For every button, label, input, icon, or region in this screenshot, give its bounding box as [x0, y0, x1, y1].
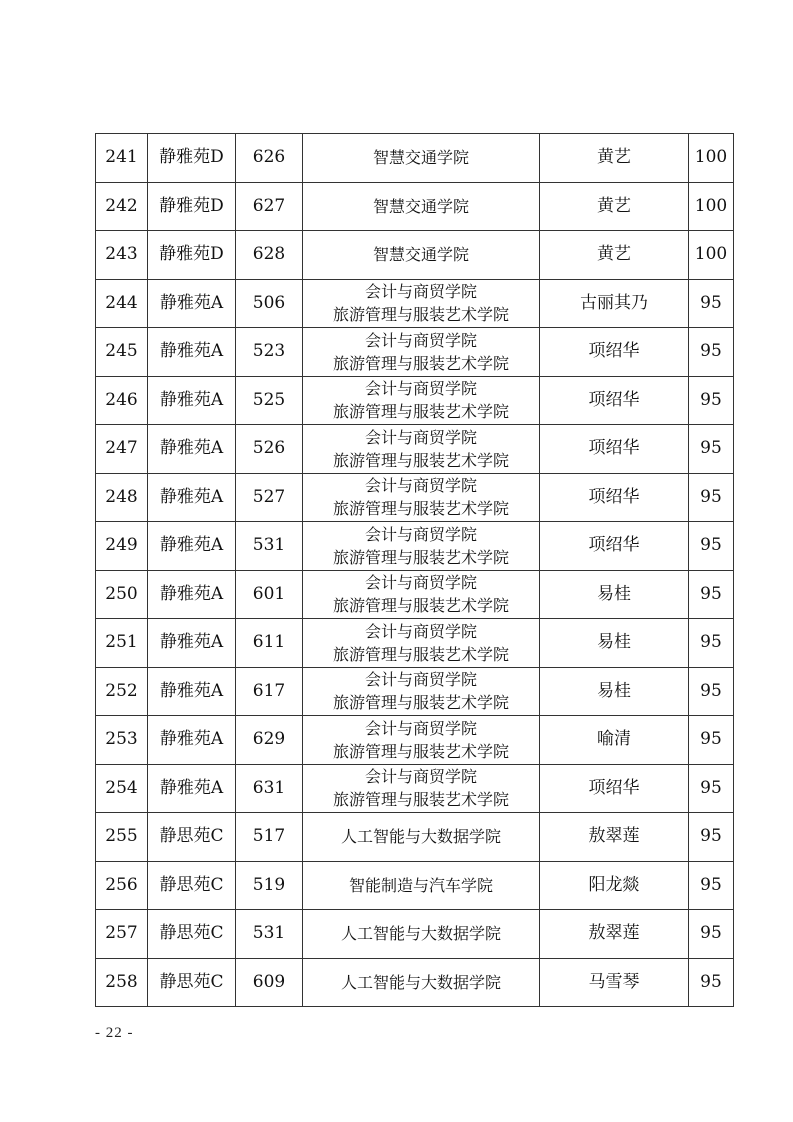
row-number-cell: 254: [96, 764, 148, 813]
building-cell: 静思苑C: [148, 910, 236, 959]
college-cell: [303, 958, 540, 1007]
score-cell: 95: [689, 861, 734, 910]
college-name-line: 人工智能与大数据学院: [340, 924, 501, 944]
row-number-cell: 258: [96, 958, 148, 1007]
room-number-cell: 517: [236, 813, 303, 862]
person-cell: 古丽其乃: [540, 279, 689, 328]
college-cell: [303, 231, 540, 280]
row-number-cell: 249: [96, 522, 148, 571]
room-number-cell: 629: [236, 716, 303, 765]
score-cell: 95: [689, 958, 734, 1007]
score-cell: 95: [689, 376, 734, 425]
score-cell: 95: [689, 473, 734, 522]
college-cell: [303, 279, 540, 328]
table-row: [96, 376, 734, 425]
building-cell: 静雅苑A: [148, 328, 236, 377]
table-row: [96, 764, 734, 813]
college-cell: [303, 764, 540, 813]
person-cell: 项绍华: [540, 425, 689, 474]
table-row: [96, 231, 734, 280]
college-cell: [303, 716, 540, 765]
score-cell: 95: [689, 910, 734, 959]
room-number-cell: 531: [236, 910, 303, 959]
table-row: [96, 861, 734, 910]
score-cell: 95: [689, 425, 734, 474]
college-name-line: 人工智能与大数据学院: [340, 827, 501, 847]
college-name-line: 旅游管理与服装艺术学院: [332, 596, 509, 616]
building-cell: 静雅苑A: [148, 279, 236, 328]
building-cell: 静雅苑A: [148, 667, 236, 716]
room-number-cell: 526: [236, 425, 303, 474]
college-name-line: 旅游管理与服装艺术学院: [332, 450, 509, 470]
person-cell: 黄艺: [540, 182, 689, 231]
college-name-line: 会计与商贸学院: [364, 282, 477, 302]
college-name-line: 会计与商贸学院: [364, 476, 477, 496]
room-number-cell: 525: [236, 376, 303, 425]
table-row: [96, 813, 734, 862]
college-name-line: 旅游管理与服装艺术学院: [332, 353, 509, 373]
table-row: [96, 279, 734, 328]
row-number-cell: 255: [96, 813, 148, 862]
row-number-cell: 245: [96, 328, 148, 377]
person-cell: 项绍华: [540, 522, 689, 571]
college-name-line: 旅游管理与服装艺术学院: [332, 547, 509, 567]
college-name-line: 旅游管理与服装艺术学院: [332, 644, 509, 664]
row-number-cell: 257: [96, 910, 148, 959]
college-name-line: 会计与商贸学院: [364, 670, 477, 690]
room-number-cell: 617: [236, 667, 303, 716]
college-name-line: 智慧交通学院: [372, 245, 469, 265]
table-row: [96, 716, 734, 765]
college-cell: [303, 570, 540, 619]
table-row: [96, 328, 734, 377]
person-cell: 项绍华: [540, 473, 689, 522]
score-cell: 95: [689, 813, 734, 862]
dormitory-score-table: [95, 133, 734, 1007]
room-number-cell: 601: [236, 570, 303, 619]
row-number-cell: 251: [96, 619, 148, 668]
building-cell: 静雅苑A: [148, 473, 236, 522]
person-cell: 黄艺: [540, 134, 689, 183]
college-name-line: 智慧交通学院: [372, 148, 469, 168]
person-cell: 敖翠莲: [540, 910, 689, 959]
row-number-cell: 256: [96, 861, 148, 910]
score-cell: 95: [689, 279, 734, 328]
college-cell: [303, 425, 540, 474]
building-cell: 静思苑C: [148, 813, 236, 862]
college-cell: [303, 328, 540, 377]
building-cell: 静雅苑A: [148, 570, 236, 619]
table-row: [96, 619, 734, 668]
person-cell: 项绍华: [540, 376, 689, 425]
college-name-line: 会计与商贸学院: [364, 330, 477, 350]
table-row: [96, 958, 734, 1007]
building-cell: 静雅苑D: [148, 182, 236, 231]
building-cell: 静雅苑D: [148, 231, 236, 280]
college-cell: [303, 473, 540, 522]
room-number-cell: 611: [236, 619, 303, 668]
building-cell: 静雅苑A: [148, 522, 236, 571]
college-name-line: 旅游管理与服装艺术学院: [332, 693, 509, 713]
score-cell: 100: [689, 231, 734, 280]
building-cell: 静雅苑A: [148, 764, 236, 813]
building-cell: 静雅苑A: [148, 376, 236, 425]
college-name-line: 旅游管理与服装艺术学院: [332, 305, 509, 325]
room-number-cell: 609: [236, 958, 303, 1007]
college-name-line: 会计与商贸学院: [364, 379, 477, 399]
college-cell: [303, 134, 540, 183]
row-number-cell: 242: [96, 182, 148, 231]
building-cell: 静雅苑A: [148, 619, 236, 668]
college-cell: [303, 182, 540, 231]
row-number-cell: 241: [96, 134, 148, 183]
table-row: [96, 667, 734, 716]
row-number-cell: 250: [96, 570, 148, 619]
person-cell: 项绍华: [540, 764, 689, 813]
row-number-cell: 248: [96, 473, 148, 522]
page-number: - 22 -: [95, 1025, 134, 1041]
row-number-cell: 244: [96, 279, 148, 328]
score-cell: 95: [689, 619, 734, 668]
college-cell: [303, 376, 540, 425]
room-number-cell: 627: [236, 182, 303, 231]
college-name-line: 会计与商贸学院: [364, 427, 477, 447]
college-name-line: 人工智能与大数据学院: [340, 972, 501, 992]
room-number-cell: 523: [236, 328, 303, 377]
college-name-line: 会计与商贸学院: [364, 621, 477, 641]
college-name-line: 会计与商贸学院: [364, 767, 477, 787]
score-cell: 100: [689, 134, 734, 183]
score-cell: 95: [689, 667, 734, 716]
room-number-cell: 626: [236, 134, 303, 183]
table-row: [96, 134, 734, 183]
table-row: [96, 910, 734, 959]
college-name-line: 智能制造与汽车学院: [348, 875, 493, 895]
college-name-line: 会计与商贸学院: [364, 718, 477, 738]
college-cell: [303, 522, 540, 571]
score-cell: 95: [689, 570, 734, 619]
person-cell: 易桂: [540, 570, 689, 619]
person-cell: 敖翠莲: [540, 813, 689, 862]
table-row: [96, 425, 734, 474]
room-number-cell: 631: [236, 764, 303, 813]
person-cell: 易桂: [540, 667, 689, 716]
building-cell: 静思苑C: [148, 958, 236, 1007]
college-name-line: 会计与商贸学院: [364, 573, 477, 593]
room-number-cell: 506: [236, 279, 303, 328]
row-number-cell: 252: [96, 667, 148, 716]
room-number-cell: 527: [236, 473, 303, 522]
college-name-line: 旅游管理与服装艺术学院: [332, 790, 509, 810]
person-cell: 黄艺: [540, 231, 689, 280]
row-number-cell: 243: [96, 231, 148, 280]
college-cell: [303, 813, 540, 862]
person-cell: 马雪琴: [540, 958, 689, 1007]
college-name-line: 旅游管理与服装艺术学院: [332, 741, 509, 761]
table-row: [96, 182, 734, 231]
college-name-line: 智慧交通学院: [372, 196, 469, 216]
score-cell: 95: [689, 522, 734, 571]
building-cell: 静思苑C: [148, 861, 236, 910]
row-number-cell: 253: [96, 716, 148, 765]
score-cell: 95: [689, 716, 734, 765]
room-number-cell: 531: [236, 522, 303, 571]
person-cell: 阳龙燚: [540, 861, 689, 910]
college-name-line: 旅游管理与服装艺术学院: [332, 402, 509, 422]
score-cell: 95: [689, 328, 734, 377]
person-cell: 项绍华: [540, 328, 689, 377]
building-cell: 静雅苑A: [148, 716, 236, 765]
college-name-line: 会计与商贸学院: [364, 524, 477, 544]
room-number-cell: 628: [236, 231, 303, 280]
row-number-cell: 247: [96, 425, 148, 474]
college-cell: [303, 667, 540, 716]
room-number-cell: 519: [236, 861, 303, 910]
college-cell: [303, 619, 540, 668]
table-body: [96, 134, 734, 1007]
table-row: [96, 522, 734, 571]
table-row: [96, 473, 734, 522]
person-cell: 易桂: [540, 619, 689, 668]
score-cell: 95: [689, 764, 734, 813]
building-cell: 静雅苑A: [148, 425, 236, 474]
building-cell: 静雅苑D: [148, 134, 236, 183]
person-cell: 喻清: [540, 716, 689, 765]
college-name-line: 旅游管理与服装艺术学院: [332, 499, 509, 519]
row-number-cell: 246: [96, 376, 148, 425]
college-cell: [303, 861, 540, 910]
table-row: [96, 570, 734, 619]
score-cell: 100: [689, 182, 734, 231]
college-cell: [303, 910, 540, 959]
